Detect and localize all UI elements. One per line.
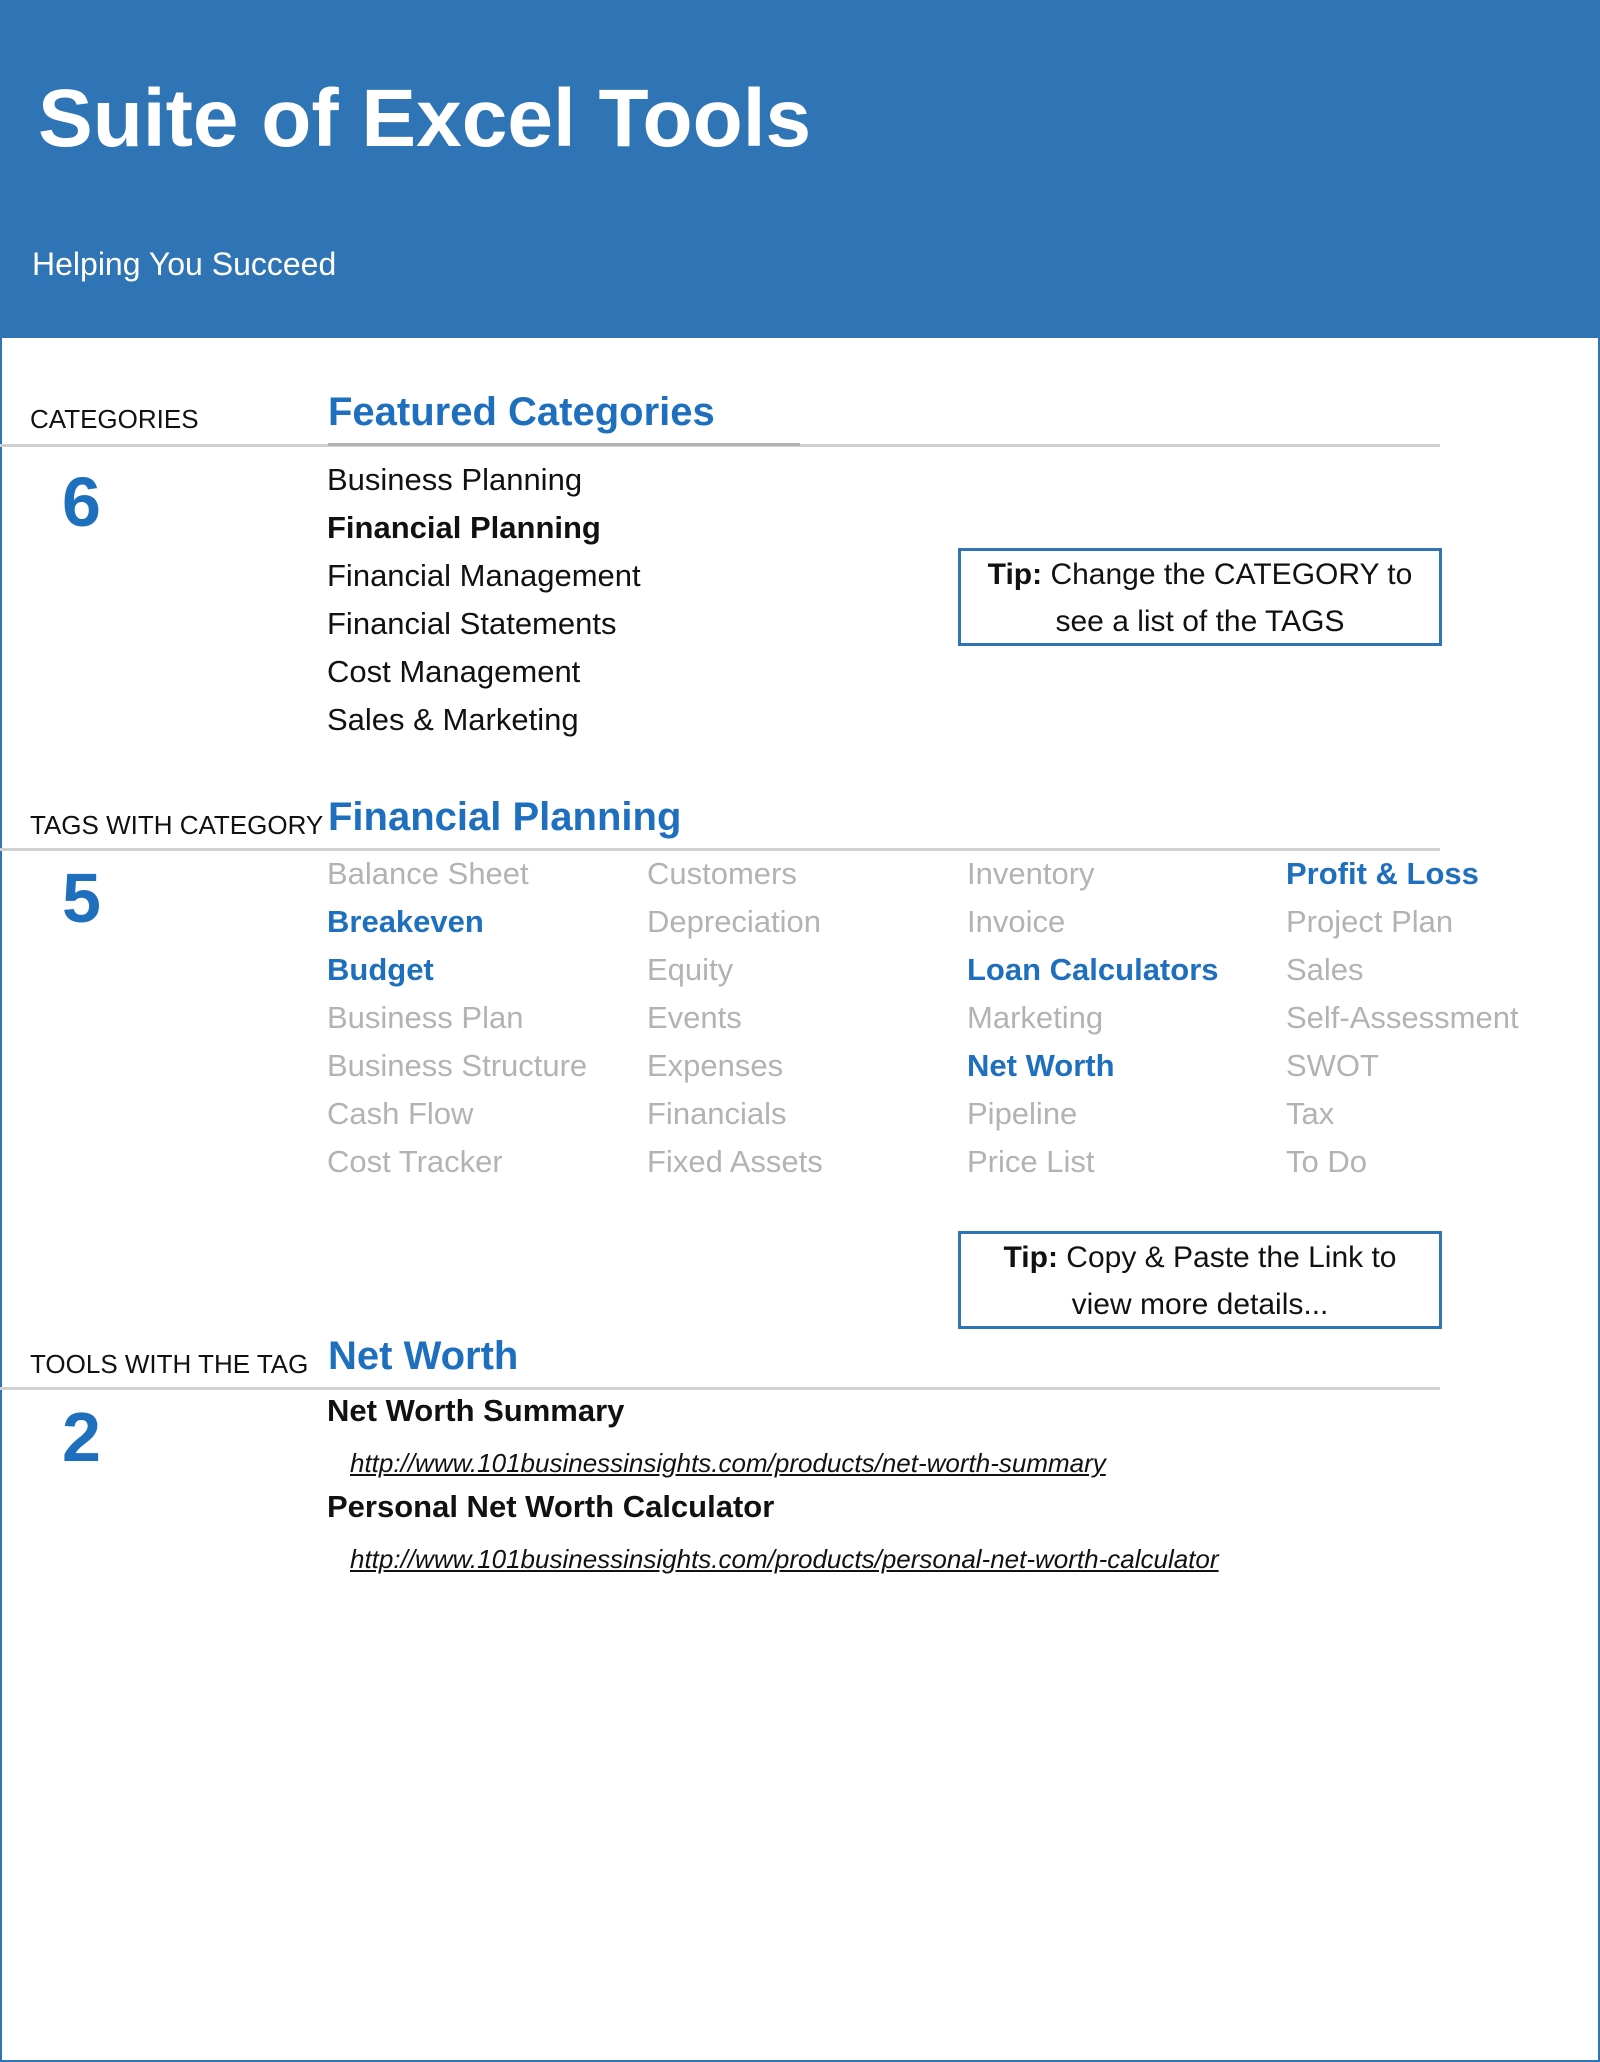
category-list [327,456,641,744]
tags-count: 5 [62,859,101,937]
tag-item[interactable]: Customers [647,856,797,891]
tip-text-line1: Change the CATEGORY to [1042,558,1413,591]
tag-item[interactable]: Project Plan [1286,904,1454,939]
tag-item[interactable]: Profit & Loss [1286,856,1479,891]
tag-item[interactable]: Breakeven [327,904,484,939]
page-subtitle: Helping You Succeed [32,246,337,282]
tool-link-personal-net-worth-calculator[interactable]: http://www.101businessinsights.com/products/personal-net-worth-calculator [350,1544,1219,1574]
tag-item[interactable]: Net Worth [967,1048,1115,1083]
tag-item[interactable]: Expenses [647,1048,784,1083]
tip-box-category [958,548,1442,646]
categories-count: 6 [62,463,101,541]
tag-item[interactable]: Business Structure [327,1048,588,1083]
tools-count: 2 [62,1398,101,1476]
tag-item[interactable]: Business Plan [327,1000,524,1035]
tag-item[interactable]: Events [647,1000,742,1035]
tag-item[interactable]: Fixed Assets [647,1144,823,1179]
tag-item[interactable]: Loan Calculators [967,952,1219,987]
categories-heading-underline [328,443,800,446]
category-item[interactable]: Sales & Marketing [327,702,579,737]
category-item[interactable]: Cost Management [327,654,581,689]
tip-text-line2: view more details... [1071,1288,1329,1321]
tip-box-link [958,1231,1442,1329]
tag-item[interactable]: Self-Assessment [1286,1000,1519,1035]
page-title: Suite of Excel Tools [38,73,812,164]
tag-item[interactable]: Invoice [967,904,1066,939]
tag-item[interactable]: Depreciation [647,904,822,939]
tool-name-personal-net-worth-calculator: Personal Net Worth Calculator [327,1489,775,1524]
header-banner [0,0,1600,338]
tip-label: Tip: [1003,1241,1058,1274]
tool-link-net-worth-summary[interactable]: http://www.101businessinsights.com/products/net-worth-summary [350,1448,1106,1478]
tag-item[interactable]: Equity [647,952,734,987]
tip-text-line1: Copy & Paste the Link to [1057,1241,1397,1274]
category-item[interactable]: Financial Statements [327,606,617,641]
tag-item[interactable]: Pipeline [967,1096,1078,1131]
tools-label: TOOLS WITH THE TAG [30,1349,309,1379]
tag-item[interactable]: Sales [1286,952,1364,987]
tags-heading: Financial Planning [328,795,682,839]
tools-divider [0,1387,1440,1390]
tools-heading: Net Worth [328,1334,519,1378]
tool-name-net-worth-summary: Net Worth Summary [327,1393,625,1428]
tag-item[interactable]: To Do [1286,1144,1367,1179]
tag-item[interactable]: Price List [967,1144,1095,1179]
tag-item[interactable]: Tax [1286,1096,1335,1131]
tip-text-line2: see a list of the TAGS [1055,605,1345,638]
tag-item[interactable]: Financials [647,1096,787,1131]
categories-label: CATEGORIES [30,404,199,434]
category-item[interactable]: Business Planning [327,462,583,497]
tag-item[interactable]: Balance Sheet [327,856,529,891]
categories-heading: Featured Categories [328,390,715,434]
tag-item[interactable]: Marketing [967,1000,1104,1035]
tag-item[interactable]: Budget [327,952,434,987]
tag-item[interactable]: Inventory [967,856,1095,891]
tag-grid [327,850,1586,1186]
category-item[interactable]: Financial Planning [327,510,601,545]
tag-item[interactable]: SWOT [1286,1048,1379,1083]
category-item[interactable]: Financial Management [327,558,641,593]
tip-label: Tip: [987,558,1043,591]
tags-label: TAGS WITH CATEGORY [30,810,324,840]
tag-item[interactable]: Cash Flow [327,1096,474,1131]
tag-item[interactable]: Cost Tracker [327,1144,503,1179]
